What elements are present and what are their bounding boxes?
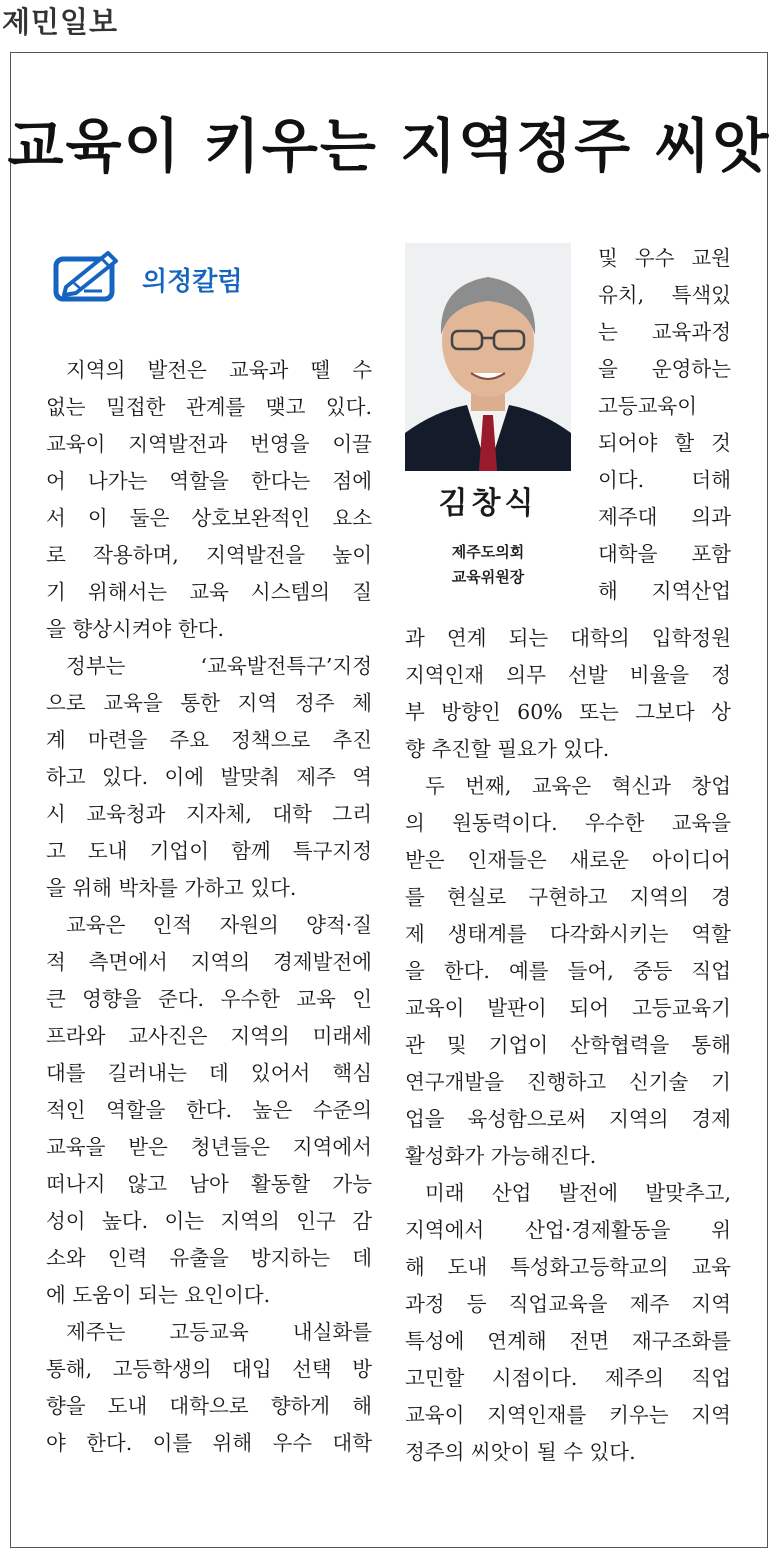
body-text-line: 정주의 씨앗이 될 수 있다. bbox=[405, 1440, 636, 1464]
article-column-right-top bbox=[598, 240, 731, 610]
body-text-line: 유치, 특색있 bbox=[598, 283, 731, 307]
body-text-line: 에 도움이 되는 요인이다. bbox=[46, 1283, 271, 1307]
body-text-line: 과 연계 되는 대학의 입학정원 bbox=[405, 626, 731, 650]
body-text-line: 이다. 더해 bbox=[598, 468, 731, 492]
body-text-line: 업을 육성함으로써 지역의 경제 bbox=[405, 1107, 731, 1131]
newspaper-name: 제민일보 bbox=[2, 5, 119, 39]
body-text-line: 통해, 고등학생의 대입 선택 방 bbox=[46, 1357, 372, 1381]
body-text-line: 시 교육청과 지자체, 대학 그리 bbox=[46, 802, 372, 826]
body-text-line: 지역의 발전은 교육과 뗄 수 bbox=[66, 358, 372, 382]
body-text-line: 는 교육과정 bbox=[598, 320, 731, 344]
body-text-line: 고등교육이 bbox=[598, 394, 698, 418]
author-name: 김창식 bbox=[438, 486, 538, 521]
pen-note-icon bbox=[52, 249, 120, 309]
body-text-line: 을 향상시켜야 한다. bbox=[46, 617, 224, 641]
body-text-line: 고 도내 기업이 함께 특구지정 bbox=[46, 839, 372, 863]
section-header bbox=[52, 252, 242, 306]
author-photo bbox=[405, 243, 571, 471]
body-text-line: 정부는 ‘교육발전특구’지정 bbox=[66, 654, 372, 678]
body-text-line: 지역인재 의무 선발 비율을 정 bbox=[405, 663, 731, 687]
article-column-left bbox=[46, 352, 372, 1462]
body-text-line: 지역에서 산업·경제활동을 위 bbox=[405, 1218, 731, 1242]
author-title-line: 교육위원장 bbox=[451, 568, 525, 586]
body-text-line: 제주는 고등교육 내실화를 bbox=[66, 1320, 372, 1344]
body-text-line: 서 이 둘은 상호보완적인 요소 bbox=[46, 506, 372, 530]
author-title-line: 제주도의회 bbox=[451, 543, 525, 561]
body-text-line: 없는 밀접한 관계를 맺고 있다. bbox=[46, 395, 372, 419]
body-text-line: 교육을 받은 청년들은 지역에서 bbox=[46, 1135, 372, 1159]
body-text-line: 를 현실로 구현하고 지역의 경 bbox=[405, 885, 731, 909]
article-headline: 교육이 키우는 지역정주 씨앗 bbox=[7, 112, 771, 180]
body-text-line: 제주대 의과 bbox=[598, 505, 731, 529]
body-text-line: 계 마련을 주요 정책으로 추진 bbox=[46, 728, 372, 752]
body-text-line: 하고 있다. 이에 발맞춰 제주 역 bbox=[46, 765, 372, 789]
body-text-line: 대를 길러내는 데 있어서 핵심 bbox=[46, 1061, 372, 1085]
body-text-line: 교육이 지역발전과 번영을 이끌 bbox=[46, 432, 372, 456]
body-text-line: 활성화가 가능해진다. bbox=[405, 1144, 597, 1168]
body-text-line: 적 측면에서 지역의 경제발전에 bbox=[46, 950, 372, 974]
body-text-line: 을 운영하는 bbox=[598, 357, 731, 381]
body-text-line: 교육이 지역인재를 키우는 지역 bbox=[405, 1403, 731, 1427]
body-text-line: 받은 인재들은 새로운 아이디어 bbox=[405, 848, 731, 872]
body-text-line: 을 위해 박차를 가하고 있다. bbox=[46, 876, 297, 900]
body-text-line: 을 한다. 예를 들어, 중등 직업 bbox=[405, 959, 731, 983]
section-label: 의정칼럼 bbox=[142, 266, 243, 297]
body-text-line: 관 및 기업이 산학협력을 통해 bbox=[405, 1033, 731, 1057]
body-text-line: 적인 역할을 한다. 높은 수준의 bbox=[46, 1098, 372, 1122]
body-text-line: 미래 산업 발전에 발맞추고, bbox=[425, 1181, 731, 1205]
body-text-line: 교육은 인적 자원의 양적·질 bbox=[66, 913, 372, 937]
article-column-right bbox=[405, 620, 731, 1471]
body-text-line: 및 우수 교원 bbox=[598, 246, 731, 270]
body-text-line: 향을 도내 대학으로 향하게 해 bbox=[46, 1394, 372, 1418]
body-text-line: 고민할 시점이다. 제주의 직업 bbox=[405, 1366, 731, 1390]
body-text-line: 야 한다. 이를 위해 우수 대학 bbox=[46, 1431, 372, 1455]
body-text-line: 의 원동력이다. 우수한 교육을 bbox=[405, 811, 731, 835]
body-text-line: 되어야 할 것 bbox=[598, 431, 731, 455]
body-text-line: 제 생태계를 다각화시키는 역할 bbox=[405, 922, 731, 946]
body-text-line: 떠나지 않고 남아 활동할 가능 bbox=[46, 1172, 372, 1196]
body-text-line: 과정 등 직업교육을 제주 지역 bbox=[405, 1292, 731, 1316]
body-text-line: 해 도내 특성화고등학교의 교육 bbox=[405, 1255, 731, 1279]
body-text-line: 소와 인력 유출을 방지하는 데 bbox=[46, 1246, 372, 1270]
body-text-line: 큰 영향을 준다. 우수한 교육 인 bbox=[46, 987, 372, 1011]
body-text-line: 기 위해서는 교육 시스템의 질 bbox=[46, 580, 372, 604]
body-text-line: 프라와 교사진은 지역의 미래세 bbox=[46, 1024, 372, 1048]
body-text-line: 로 작용하며, 지역발전을 높이 bbox=[46, 543, 372, 567]
body-text-line: 연구개발을 진행하고 신기술 기 bbox=[405, 1070, 731, 1094]
body-text-line: 대학을 포함 bbox=[598, 542, 731, 566]
body-text-line: 해 지역산업 bbox=[598, 579, 731, 603]
body-text-line: 특성에 연계해 전면 재구조화를 bbox=[405, 1329, 731, 1353]
body-text-line: 두 번째, 교육은 혁신과 창업 bbox=[425, 774, 731, 798]
body-text-line: 교육이 발판이 되어 고등교육기 bbox=[405, 996, 731, 1020]
author-title bbox=[405, 540, 571, 590]
body-text-line: 으로 교육을 통한 지역 정주 체 bbox=[46, 691, 372, 715]
body-text-line: 어 나가는 역할을 한다는 점에 bbox=[46, 469, 372, 493]
body-text-line: 향 추진할 필요가 있다. bbox=[405, 737, 610, 761]
body-text-line: 부 방향인 60% 또는 그보다 상 bbox=[405, 700, 731, 724]
body-text-line: 성이 높다. 이는 지역의 인구 감 bbox=[46, 1209, 372, 1233]
